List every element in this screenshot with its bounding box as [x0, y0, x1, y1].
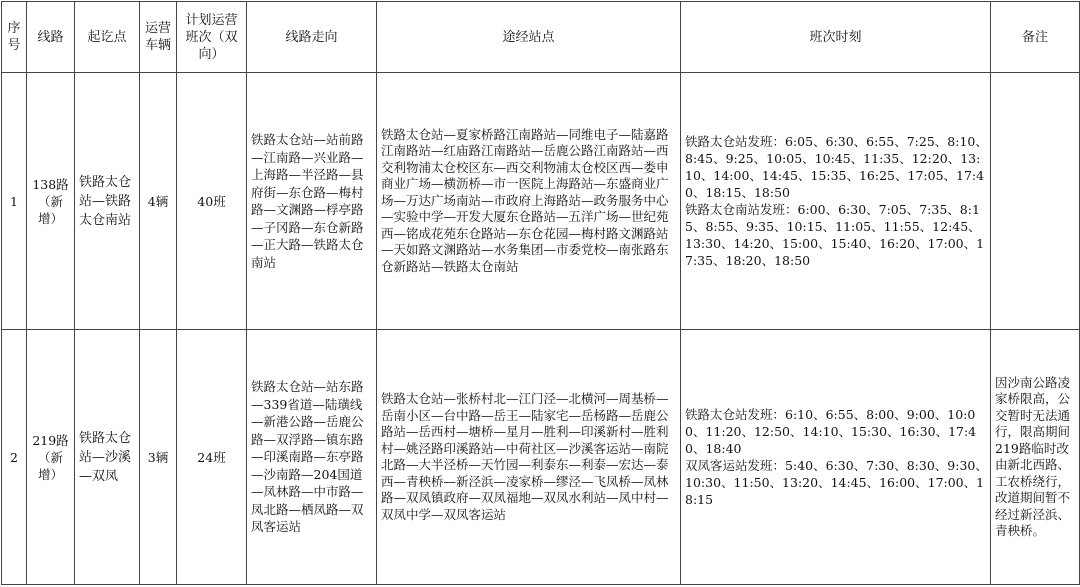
- row-route: 219路（新增）: [27, 330, 75, 585]
- row-notes: [991, 73, 1080, 330]
- header-notes: 备注: [991, 2, 1080, 73]
- row-notes: 因沙南公路凌家桥限高，公交暂时无法通行，限高期间219路临时改由新北西路、工农桥绕行，改道期间暂不经过新泾浜、青秧桥。: [991, 330, 1080, 585]
- row-endpoints: 铁路太仓站—铁路太仓南站: [75, 73, 140, 330]
- row-direction: 铁路太仓站—站前路—江南路—兴业路—上海路—半泾路—县府街—东仓路—梅村路—文渊路—桴亭路—子冈路—东仓新路—正大路—铁路太仓南站: [247, 73, 377, 330]
- row-index: 2: [2, 330, 27, 585]
- row-vehicles: 3辆: [140, 330, 177, 585]
- header-stops: 途经站点: [377, 2, 681, 73]
- row-trips: 40班: [177, 73, 247, 330]
- row-stops: 铁路太仓站—张桥村北—江门泾—北横河—周基桥—岳南小区—台中路—岳王—陆家宅—岳杨路—岳鹿公路站—岳西村—塘桥—星月—胜利—印溪新村—胜利村—姚泾路印溪路站—中荷社区—沙溪客运站—南院北路—大半泾桥—天竹园—利泰东—利泰—宏达—泰西—青秧桥—新泾浜—凌家桥—缪泾—飞凤桥—凤林路—双凤镇政府—双凤福地—双凤水利站—凤中村—双凤中学—双凤客运站: [377, 330, 681, 585]
- route-table: [1, 1, 1080, 585]
- header-index: 序号: [2, 2, 27, 73]
- header-vehicles: 运营车辆: [140, 2, 177, 73]
- table-row: [2, 330, 1080, 585]
- header-schedule: 班次时刻: [681, 2, 991, 73]
- row-schedule: 铁路太仓站发班：6:10、6:55、8:00、9:00、10:00、11:20、12:50、14:10、15:30、16:30、17:40、18:40 双凤客运站发班：5:40、6:30、7:30、8:30、9:30、10:30、11:50、13:20、14:45、16:00、17:00、18:15: [681, 330, 991, 585]
- header-trips: 计划运营班次（双向）: [177, 2, 247, 73]
- row-index: 1: [2, 73, 27, 330]
- row-vehicles: 4辆: [140, 73, 177, 330]
- row-endpoints: 铁路太仓站—沙溪—双凤: [75, 330, 140, 585]
- row-stops: 铁路太仓站—夏家桥路江南路站—同维电子—陆嘉路江南路站—红庙路江南路站—岳鹿公路江南路站—西交利物浦太仓校区东—西交利物浦太仓校区西—娄申商业广场—横沥桥—市一医院上海路站—东盛商业广场—万达广场南站—市政府上海路站—政务服务中心—实验中学—开发大厦东仓路站—五洋广场—世纪苑西—铭成花苑东仓路站—东仓花园—梅村路文渊路站—天如路文渊路站—水务集团—市委党校—南张路东仓新路站—铁路太仓南站: [377, 73, 681, 330]
- header-endpoints: 起讫点: [75, 2, 140, 73]
- row-route: 138路（新增）: [27, 73, 75, 330]
- header-direction: 线路走向: [247, 2, 377, 73]
- row-schedule: 铁路太仓站发班：6:05、6:30、6:55、7:25、8:10、8:45、9:25、10:05、10:45、11:35、12:20、13:10、14:00、14:45、15:35、16:25、17:05、17:40、18:15、18:50 铁路太仓南站发班：6:00、6:30、7:05、7:35、8:15、8:55、9:35、10:15、11:05、11:55、12:45、13:30、14:20、15:00、15:40、16:20、17:00、17:35、18:20、18:50: [681, 73, 991, 330]
- row-trips: 24班: [177, 330, 247, 585]
- header-row: [2, 2, 1080, 73]
- table-row: [2, 73, 1080, 330]
- header-route: 线路: [27, 2, 75, 73]
- row-direction: 铁路太仓站—站东路—339省道—陆璜线—新港公路—岳鹿公路—双浮路—镇东路—印溪南路—东亭路—沙南路—204国道—凤林路—中市路—凤北路—栖凤路—双凤客运站: [247, 330, 377, 585]
